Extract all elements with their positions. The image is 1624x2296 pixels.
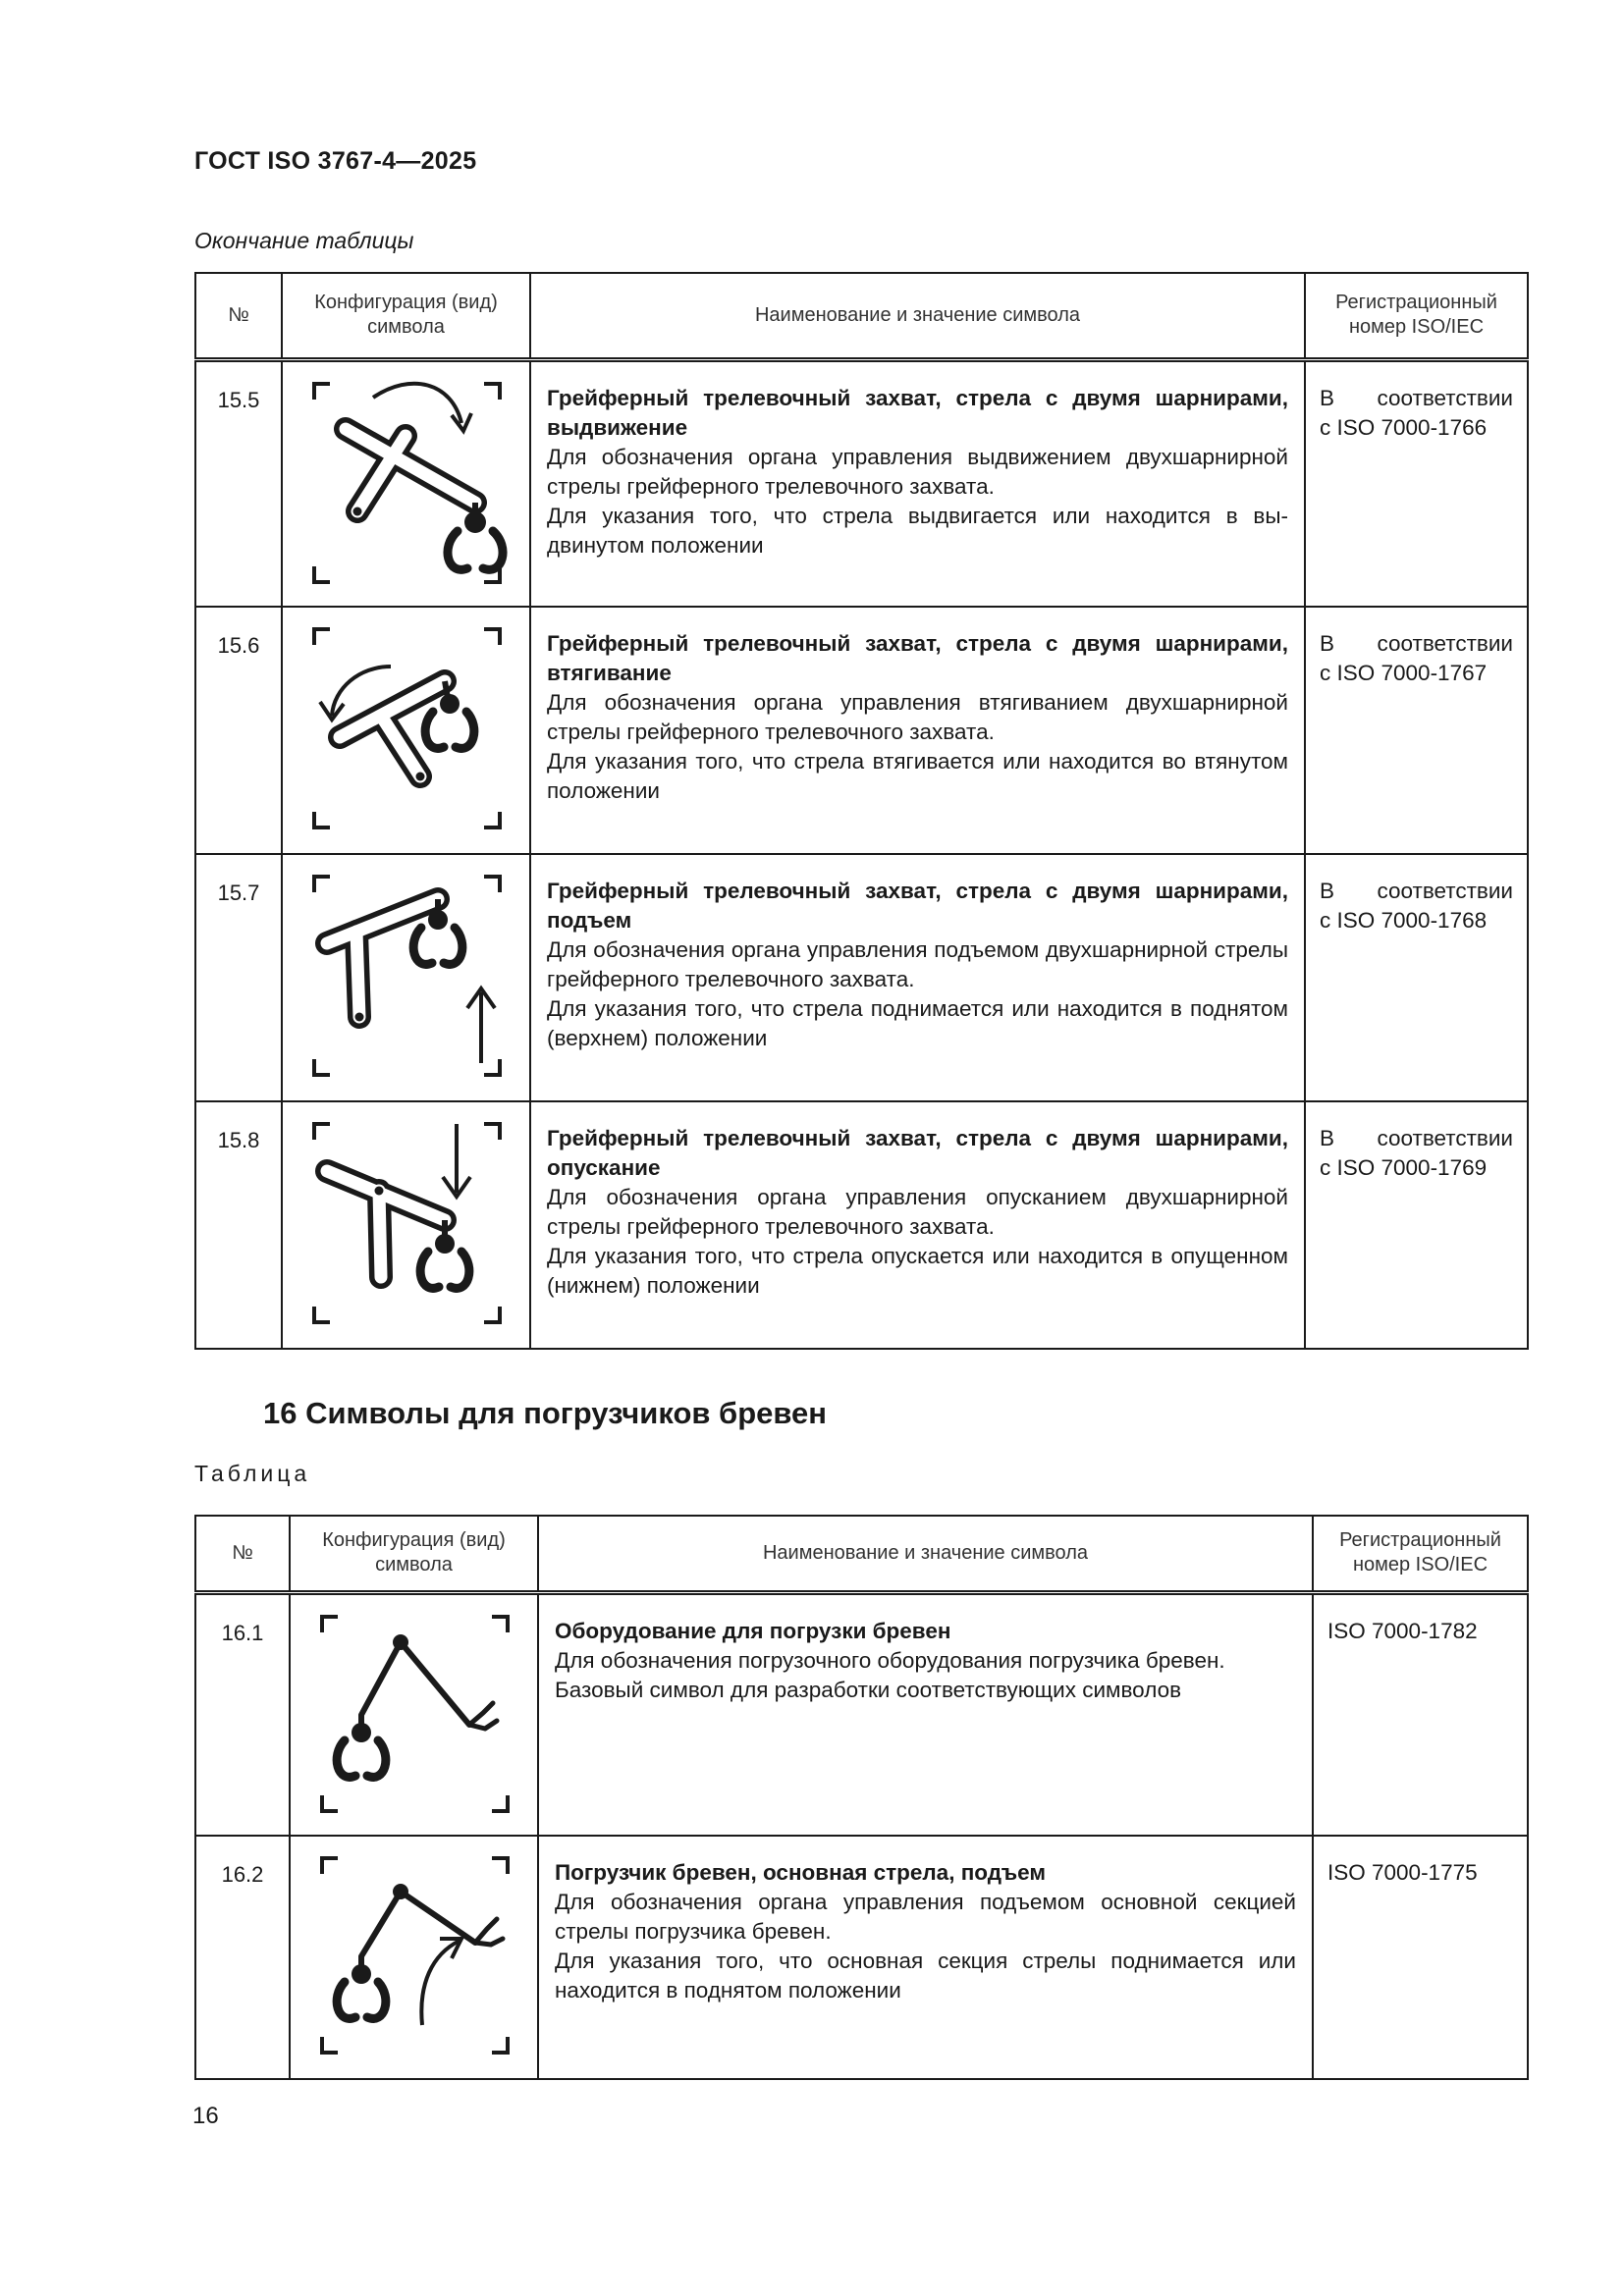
symbol-cell [282,607,530,854]
col-header-name-meaning: Наименование и значение символа [530,273,1305,359]
row-number: 15.8 [195,1101,282,1349]
description-cell [538,1836,1313,2079]
table-row [195,359,1528,607]
row-number: 15.5 [195,359,282,607]
description-cell [530,359,1305,607]
symbol-purpose: Для обозначения органа управления выдвижением двухшарнирной стрелы грейферного трелевочного захвата. [547,444,1288,499]
symbol-indication: Для указания того, что стрела выдвигается или находится в выдвинутом положении [547,503,1288,558]
description-cell [530,854,1305,1101]
symbol-indication: Для указания того, что стрела втягивается или находится во втянутом положении [547,749,1288,803]
symbols-table-15 [194,272,1529,1350]
registration-cell [1305,359,1528,607]
symbol-purpose: Для обозначения органа управления втягиванием двухшарнирной стрелы грейферного трелевочного захвата. [547,690,1288,744]
symbol-indication: Базовый символ для разработки соответствующих символов [555,1677,1182,1702]
table-row [195,1101,1528,1349]
description-cell [538,1592,1313,1836]
symbol-title: Погрузчик бревен, основная стрела, подъем [555,1860,1046,1885]
col-header-registration: Регистрационный номер ISO/IEC [1305,273,1528,359]
description-cell [530,1101,1305,1349]
section-title: 16 Символы для погрузчиков бревен [263,1396,827,1430]
symbol-indication: Для указания того, что стрела опускается или находится в опущенном (нижнем) положении [547,1244,1288,1298]
table-row [195,1592,1528,1836]
registration-line-2: с ISO 7000-1769 [1320,1155,1488,1180]
description-cell [530,607,1305,854]
registration-cell [1305,607,1528,854]
registration-line-2: с ISO 7000-1768 [1320,908,1488,933]
registration-line-2: с ISO 7000-1767 [1320,661,1488,685]
registration-line-1: В соответствии [1320,631,1513,656]
symbol-cell [282,1101,530,1349]
table-row [195,854,1528,1101]
registration-line-1: В соответствии [1320,879,1513,903]
registration-line-1: ISO 7000-1782 [1327,1618,1478,1643]
grapple-boom-raise-icon [283,855,531,1102]
registration-cell [1313,1592,1528,1836]
table-header-row [195,1516,1528,1592]
registration-line-1: В соответствии [1320,385,1513,410]
table-label: Таблица [194,1461,311,1486]
row-number: 16.2 [195,1836,290,2079]
grapple-boom-lower-icon [283,1102,531,1350]
table-row [195,1836,1528,2079]
registration-line-2: с ISO 7000-1766 [1320,414,1488,440]
registration-line-1: В соответствии [1320,1126,1513,1150]
row-number: 15.6 [195,607,282,854]
symbol-purpose: Для обозначения погрузочного оборудования погрузчика бревен. [555,1647,1225,1673]
page-number: 16 [192,2103,219,2129]
symbol-title: Грейферный трелевочный захват, стрела с двумя шарнирами, подъем [547,879,1288,933]
symbol-cell [290,1836,538,2079]
grapple-boom-extend-icon [283,362,531,610]
row-number: 15.7 [195,854,282,1101]
symbol-indication: Для указания того, что основная секция стрелы поднимается или находится в поднятом положении [555,1949,1296,2002]
grapple-boom-retract-icon [283,608,531,855]
symbol-title: Грейферный трелевочный захват, стрела с двумя шарнирами, втягивание [547,631,1288,685]
symbol-cell [282,854,530,1101]
table-continuation-caption: Окончание таблицы [194,228,414,253]
symbol-title: Оборудование для погрузки бревен [555,1618,951,1643]
registration-cell [1305,854,1528,1101]
col-header-configuration: Конфигурация (вид) символа [282,273,530,359]
table-row [195,607,1528,854]
symbol-title: Грейферный трелевочный захват, стрела с двумя шарнирами, выдвижение [547,385,1288,440]
col-header-number: № [195,1516,290,1592]
symbol-title: Грейферный трелевочный захват, стрела с двумя шарнирами, опускание [547,1126,1288,1180]
col-header-number: № [195,273,282,359]
symbol-purpose: Для обозначения органа управления подъемом основной секцией стрелы погрузчика бревен. [555,1890,1296,1944]
log-loader-equipment-icon [291,1595,539,1839]
symbol-indication: Для указания того, что стрела поднимается или находится в поднятом (верхнем) положении [547,996,1288,1050]
symbol-purpose: Для обозначения органа управления подъемом двухшарнирной стрелы грейферного трелевочного захвата. [547,937,1288,991]
document-code: ГОСТ ISO 3767-4—2025 [194,147,477,175]
col-header-configuration: Конфигурация (вид) символа [290,1516,538,1592]
symbol-cell [290,1592,538,1836]
registration-cell [1305,1101,1528,1349]
col-header-registration: Регистрационный номер ISO/IEC [1313,1516,1528,1592]
registration-cell [1313,1836,1528,2079]
row-number: 16.1 [195,1592,290,1836]
registration-line-1: ISO 7000-1775 [1327,1860,1478,1885]
symbols-table-16 [194,1515,1529,2080]
symbol-purpose: Для обозначения органа управления опусканием двухшарнирной стрелы грейферного трелевочного захвата. [547,1185,1288,1239]
log-loader-main-boom-raise-icon [291,1837,539,2080]
symbol-cell [282,359,530,607]
col-header-name-meaning: Наименование и значение символа [538,1516,1313,1592]
table-header-row [195,273,1528,359]
